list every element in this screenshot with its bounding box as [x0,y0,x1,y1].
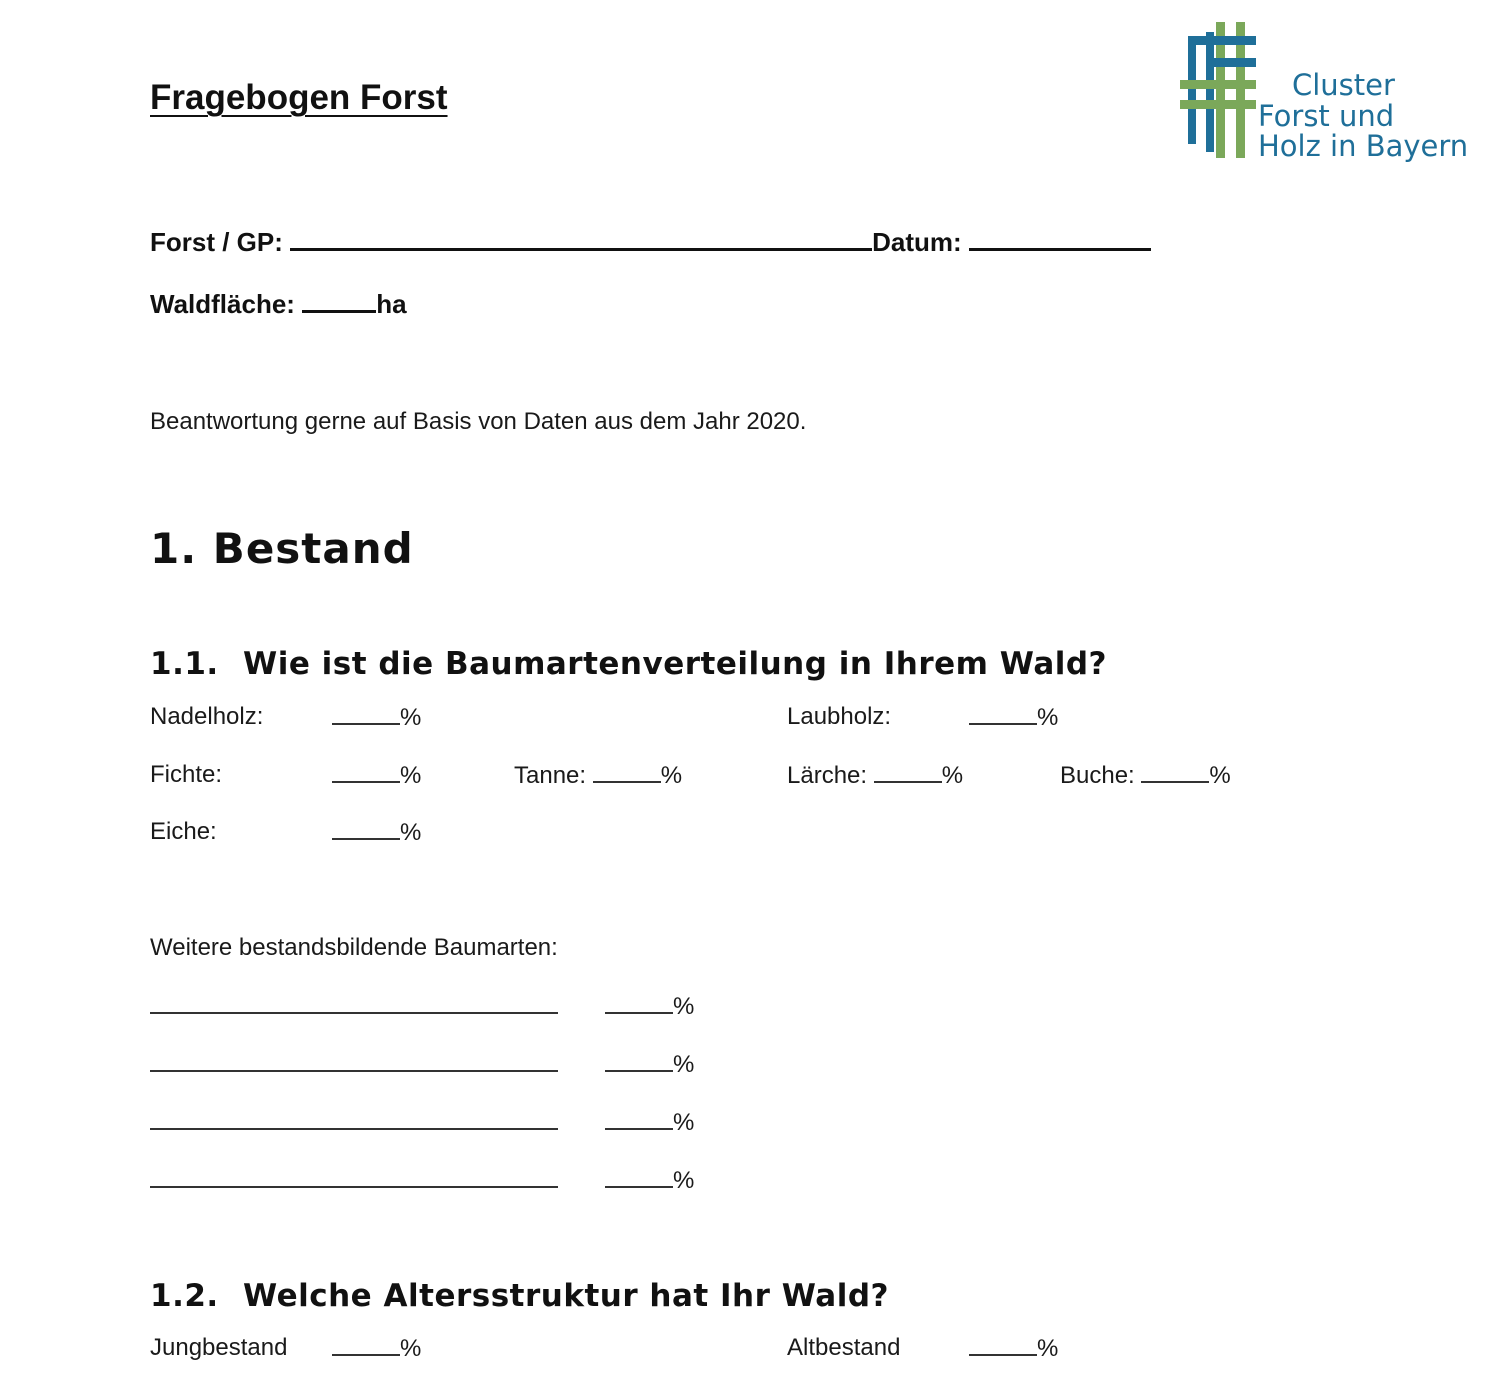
question-text: Welche Altersstruktur hat Ihr Wald? [243,1278,890,1314]
weitere-row-percent [605,1050,694,1079]
cluster-logo [1176,18,1469,168]
altbestand-field [969,1334,1058,1363]
percent-sign: % [400,704,422,731]
percent-sign: % [400,819,422,846]
weitere-row-percent [605,1166,694,1195]
baumart-percent-input-line[interactable] [605,1166,673,1188]
altbestand-input-line[interactable] [969,1334,1037,1356]
baumart-name-input-line[interactable] [150,1108,558,1130]
weitere-row [150,1050,558,1077]
baumart-percent-input-line[interactable] [605,1108,673,1130]
forst-input-line[interactable] [290,226,872,251]
laubholz-label: Laubholz: [787,703,892,730]
baumart-name-input-line[interactable] [150,1050,558,1072]
laubholz-field [969,703,1058,732]
logo-text-line2: Forst und [1258,99,1395,133]
document-title: Fragebogen Forst [150,78,448,117]
jungbestand-input-line[interactable] [332,1334,400,1356]
percent-sign: % [941,762,964,789]
altbestand-label: Altbestand [787,1334,901,1361]
eiche-label: Eiche: [150,818,217,845]
waldflaeche-unit: ha [376,289,407,319]
fichte-field [332,761,421,790]
waldflaeche-row [150,288,407,320]
question-1-1-heading [150,646,1107,682]
weitere-baumarten-label: Weitere bestandsbildende Baumarten: [150,934,558,961]
logo-mark-icon [1176,18,1256,158]
nadelholz-input-line[interactable] [332,703,400,725]
eiche-field [332,818,421,847]
tanne-label: Tanne: [514,762,587,789]
question-1-2-heading [150,1278,889,1314]
waldflaeche-label: Waldfläche: [150,289,295,319]
laerche-label: Lärche: [787,762,868,789]
forst-label: Forst / GP: [150,227,283,257]
question-number: 1.2. [150,1278,219,1314]
weitere-row [150,1166,558,1193]
fichte-label: Fichte: [150,761,223,788]
percent-sign: % [660,762,683,789]
tanne-field [514,761,682,790]
percent-sign: % [673,1109,695,1136]
percent-sign: % [400,762,422,789]
percent-sign: % [673,1167,695,1194]
laerche-input-line[interactable] [874,761,942,783]
jungbestand-field [332,1334,421,1363]
baumart-percent-input-line[interactable] [605,1050,673,1072]
baumart-percent-input-line[interactable] [605,992,673,1014]
nadelholz-field [332,703,421,732]
percent-sign: % [1037,1335,1059,1362]
weitere-row-percent [605,992,694,1021]
nadelholz-label: Nadelholz: [150,703,264,730]
logo-text-line3: Holz in Bayern [1258,129,1469,163]
percent-sign: % [400,1335,422,1362]
baumart-name-input-line[interactable] [150,992,558,1014]
buche-field [1060,761,1231,790]
eiche-input-line[interactable] [332,818,400,840]
weitere-row [150,1108,558,1135]
percent-sign: % [1037,704,1059,731]
buche-label: Buche: [1060,762,1135,789]
jungbestand-label: Jungbestand [150,1334,288,1361]
intro-note: Beantwortung gerne auf Basis von Daten aus dem Jahr 2020. [150,408,807,435]
weitere-row [150,992,558,1019]
laubholz-input-line[interactable] [969,703,1037,725]
percent-sign: % [1209,762,1231,789]
datum-input-line[interactable] [969,226,1151,251]
baumart-name-input-line[interactable] [150,1166,558,1188]
fichte-input-line[interactable] [332,761,400,783]
datum-label: Datum: [872,227,962,257]
laerche-field [787,761,963,790]
percent-sign: % [673,1051,695,1078]
forst-datum-row [150,226,1151,258]
section-heading: 1. Bestand [150,524,414,573]
buche-input-line[interactable] [1141,761,1209,783]
percent-sign: % [673,993,695,1020]
question-number: 1.1. [150,646,219,682]
logo-text-line1: Cluster [1292,68,1395,102]
weitere-row-percent [605,1108,694,1137]
waldflaeche-input-line[interactable] [302,288,376,313]
tanne-input-line[interactable] [593,761,661,783]
question-text: Wie ist die Baumartenverteilung in Ihrem Wald? [243,646,1108,682]
